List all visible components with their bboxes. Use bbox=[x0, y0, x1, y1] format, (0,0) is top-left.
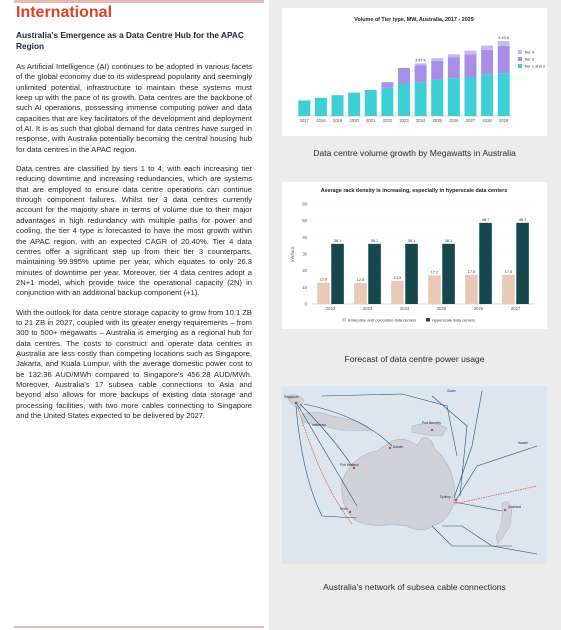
paragraph-tiers: Data centres are classified by tiers 1 to 4, with each increasing tier reducing downtime and increasing redundancies, which are systems that are employed to ensure data centre operations can continue through component failures. Whilst tier 3 data centres currently account for the majority share in terms of volume due to their major advantages in high redundancy with multiple paths for power and cooling, the tier 4 type is forecasted to have the most growth within the APAC region, with an expected CAGR of 20.40%. Tier 4 data centres offer a significant step up from their tier 3 counterparts, maintaining 99.995% uptime per year, which equates to only 26.3 minutes of downtime per year. Moreover, tier 4 data centres adopt a 2N+1 model, which provide twice the operational capacity (2N) in conjunction with an additional backup component (+1). bbox=[16, 164, 252, 298]
chart-title: Average rack density is increasing, especially in hyperscale data centers bbox=[320, 188, 508, 194]
city-marker bbox=[431, 429, 433, 431]
legend-swatch bbox=[426, 318, 430, 322]
bar-segment bbox=[481, 50, 493, 75]
figure-caption-volume: Data centre volume growth by Megawatts in Australia bbox=[313, 148, 516, 158]
bar-segment bbox=[464, 54, 476, 77]
section-title: International bbox=[16, 4, 113, 21]
rack-density-chart-svg bbox=[282, 182, 547, 329]
bar-segment bbox=[464, 51, 476, 55]
x-tick-label: 2026 bbox=[449, 118, 459, 123]
bar-segment bbox=[481, 74, 493, 116]
data-label: 13.9 bbox=[393, 275, 402, 280]
map-label-auckland: Auckland bbox=[508, 505, 522, 509]
bar-segment bbox=[398, 68, 410, 84]
y-tick-label: 30 bbox=[302, 251, 307, 257]
x-tick-label: 2028 bbox=[482, 118, 492, 123]
rack-density-chart bbox=[282, 182, 547, 329]
y-tick-label: 20 bbox=[302, 268, 307, 274]
bar-segment bbox=[381, 82, 393, 87]
bar bbox=[331, 244, 344, 304]
city-marker bbox=[504, 509, 506, 511]
bar-segment bbox=[398, 84, 410, 117]
y-axis-label: kW/rack bbox=[290, 246, 295, 262]
map-label-indonesia: Indonesia bbox=[312, 423, 326, 427]
x-tick-label: 2029 bbox=[499, 118, 509, 123]
legend-label: Hyperscale data centers bbox=[432, 317, 476, 323]
x-tick-label: 2025 bbox=[432, 118, 442, 123]
x-tick-label: 2025 bbox=[436, 306, 447, 311]
bar bbox=[368, 244, 381, 304]
city-marker bbox=[455, 499, 458, 502]
bar-segment bbox=[498, 41, 510, 46]
x-tick-label: 2023 bbox=[362, 306, 373, 311]
legend-swatch bbox=[342, 318, 346, 322]
bar-segment bbox=[431, 58, 443, 61]
map-label-darwin: Darwin bbox=[393, 445, 403, 449]
city-marker bbox=[295, 402, 298, 405]
legend-label: Tier 1 and 2 bbox=[524, 63, 546, 69]
legend-swatch bbox=[518, 64, 522, 68]
bar-segment bbox=[481, 46, 493, 50]
bar-segment bbox=[464, 77, 476, 116]
bar bbox=[391, 281, 404, 304]
data-label: 17.5 bbox=[504, 269, 513, 274]
bar-segment bbox=[365, 90, 377, 116]
x-tick-label: 2020 bbox=[349, 118, 359, 123]
bar-segment bbox=[415, 63, 427, 65]
bar-segment bbox=[448, 78, 460, 116]
y-tick-label: 40 bbox=[302, 234, 307, 240]
legend-label: Tier 3 bbox=[524, 56, 535, 62]
bar-segment bbox=[348, 93, 360, 116]
x-tick-label: 2027 bbox=[465, 118, 476, 123]
map-label-perth: Perth bbox=[340, 507, 348, 511]
legend-swatch bbox=[518, 50, 522, 54]
bar bbox=[465, 275, 478, 304]
bar-segment bbox=[431, 80, 443, 116]
y-tick-label: 10 bbox=[302, 284, 307, 290]
map-label-port-hedland: Port Hedland bbox=[340, 463, 359, 467]
x-tick-label: 2019 bbox=[332, 118, 343, 123]
bar bbox=[405, 244, 418, 304]
bar-segment bbox=[381, 87, 393, 116]
bar-segment bbox=[332, 95, 344, 116]
data-label: 36.1 bbox=[407, 238, 416, 243]
paragraph-outlook: With the outlook for data centre storage capacity to grow from 10.1 ZB to 21 ZB in 2027, coupled with its greater energy requirements – from 300 to 500+ megawatts – Australia is emerging as a regional hub for data centres. The costs to construct and operate data centres in Australia are less costly than competing locations such as Singapore, Jakarta, and Kuala Lumpur, with the average domestic power cost to be 132.36 AUD/MWh compared to Singapore's 456.28 AUD/MWh. Moreover, Australia's 17 subsea cable connections to Asia and beyond also allows for more backups of existing data storage and processing facilities, with two more cables connecting to Singapore and the United States expected to be delivered by 2027. bbox=[16, 307, 252, 420]
tier-volume-chart bbox=[282, 8, 547, 136]
bar bbox=[516, 223, 529, 304]
x-tick-label: 2022 bbox=[382, 118, 393, 123]
bar-segment bbox=[415, 82, 427, 116]
subsea-cable-map bbox=[282, 386, 547, 564]
y-tick-label: 60 bbox=[302, 201, 307, 207]
x-tick-label: 2021 bbox=[366, 118, 376, 123]
data-label: 17.2 bbox=[430, 270, 439, 275]
x-tick-label: 2022 bbox=[325, 306, 336, 311]
x-tick-label: 2018 bbox=[316, 118, 326, 123]
bar-segment bbox=[448, 54, 460, 57]
data-label: 3.67 K bbox=[415, 58, 427, 63]
bar bbox=[502, 275, 515, 304]
city-marker bbox=[353, 467, 355, 469]
y-tick-label: 50 bbox=[302, 218, 307, 224]
bar-segment bbox=[298, 100, 310, 116]
map-label-port-moresby: Port Moresby bbox=[422, 421, 441, 425]
figure-caption-cables: Australia's network of subsea cable connections bbox=[323, 582, 506, 592]
map-label-singapore: Singapore bbox=[284, 395, 299, 399]
bar-segment bbox=[498, 73, 510, 116]
bar bbox=[442, 244, 455, 304]
map-label-guam: Guam bbox=[447, 389, 456, 393]
bar-segment bbox=[498, 46, 510, 73]
tier-volume-chart-svg bbox=[282, 8, 547, 136]
legend-label: Tier 4 bbox=[524, 49, 535, 55]
data-label: 12.8 bbox=[319, 277, 328, 282]
y-tick-label: 0 bbox=[304, 301, 307, 307]
legend-label: Enterprise and colocation data centers bbox=[348, 317, 417, 323]
map-label-sydney: Sydney bbox=[440, 495, 451, 499]
data-label: 36.1 bbox=[370, 238, 379, 243]
data-label: 36.1 bbox=[333, 238, 342, 243]
bar bbox=[317, 283, 330, 304]
bar-segment bbox=[315, 98, 327, 116]
data-label: 5.19 K bbox=[498, 36, 510, 41]
subsea-cable-map-svg bbox=[282, 386, 547, 564]
article-column bbox=[16, 0, 252, 421]
bar-segment bbox=[415, 65, 427, 82]
paragraph-ai-demand: As Artificial Intelligence (AI) continues to be adopted in various facets of the global economy due to its widespread popularity and seemingly unlimited potential, infrastructure to maintain these systems must keep up with the pace of its growth. Data centres are the backbone of such AI operations, possessing immense computing power and data capacities that are key facilitators of the development and deployment of AI. It is as such that global demand for data centres have surged in response, with Australia potentially becoming the central housing hub for data centres in the APAC region. bbox=[16, 62, 252, 154]
x-tick-label: 2024 bbox=[415, 118, 426, 123]
bottom-accent-line bbox=[14, 626, 264, 628]
city-marker bbox=[389, 447, 391, 449]
bar-segment bbox=[448, 58, 460, 79]
data-label: 48.7 bbox=[481, 217, 490, 222]
x-tick-label: 2023 bbox=[399, 118, 409, 123]
x-tick-label: 2024 bbox=[399, 306, 410, 311]
bar-segment bbox=[431, 61, 443, 80]
city-marker bbox=[349, 511, 351, 513]
article-subtitle: Australia's Emergence as a Data Centre Hub for the APAC Region bbox=[16, 30, 244, 51]
x-tick-label: 2026 bbox=[473, 306, 484, 311]
map-label-hawaii: Hawaii bbox=[518, 441, 528, 445]
data-label: 17.5 bbox=[467, 269, 476, 274]
bar bbox=[479, 223, 492, 304]
legend-swatch bbox=[518, 57, 522, 61]
chart-title: Volume of Tier type, MW, Australia, 2017 - 2029 bbox=[354, 17, 474, 23]
data-label: 12.5 bbox=[356, 278, 365, 283]
bar bbox=[354, 283, 367, 304]
bar bbox=[428, 275, 441, 304]
x-tick-label: 2017 bbox=[299, 118, 309, 123]
figure-caption-power: Forecast of data centre power usage bbox=[344, 354, 485, 364]
data-label: 48.7 bbox=[518, 217, 527, 222]
data-label: 36.1 bbox=[444, 238, 453, 243]
x-tick-label: 2027 bbox=[510, 306, 521, 311]
